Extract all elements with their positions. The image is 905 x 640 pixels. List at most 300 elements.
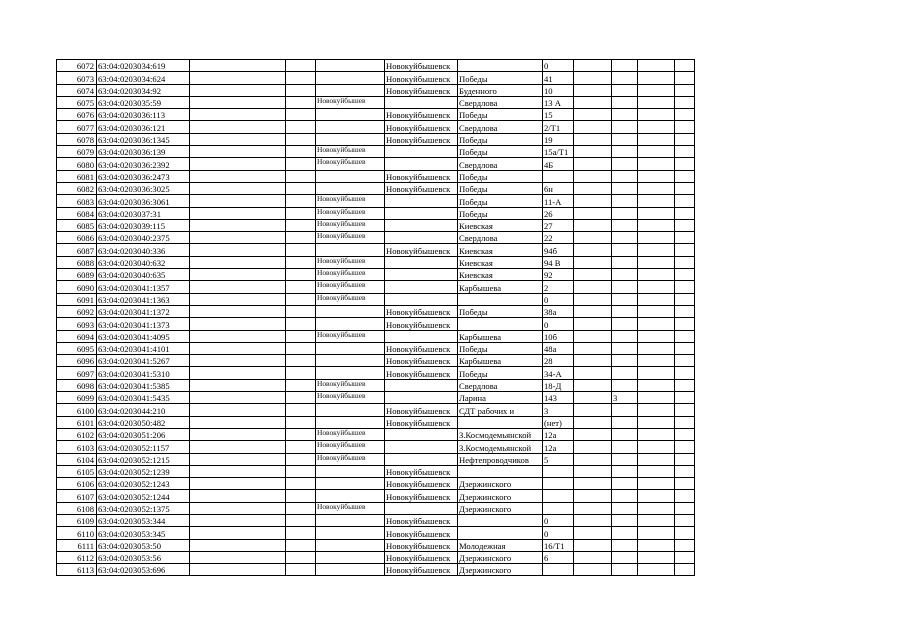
cell-locality-overflow <box>316 527 385 539</box>
cell-city: Новокуйбышевск <box>385 72 458 84</box>
cell-house-number: (нет) <box>543 416 574 428</box>
cell-empty <box>675 195 695 207</box>
cell-city <box>385 146 458 158</box>
cell-empty <box>675 269 695 281</box>
cell-house-number: 94б <box>543 244 574 256</box>
cell-empty <box>675 404 695 416</box>
cell-locality-overflow <box>316 318 385 330</box>
cell-city: Новокуйбышевск <box>385 551 458 563</box>
cell-col-extra-b <box>612 84 638 96</box>
cell-city: Новокуйбышевск <box>385 416 458 428</box>
cell-house-number: 6н <box>543 182 574 194</box>
cell-col-extra-b <box>612 293 638 305</box>
cell-cadastral-number: 63:04:0203036:139 <box>97 146 190 158</box>
cell-col-blank-a <box>190 244 286 256</box>
cell-locality-overflow <box>316 109 385 121</box>
cell-house-number: 13 А <box>543 96 574 108</box>
cell-cadastral-number: 63:04:0203040:632 <box>97 256 190 268</box>
cell-row-number: 6094 <box>57 330 97 342</box>
cell-col-extra-c <box>638 564 675 576</box>
cell-col-extra-c <box>638 72 675 84</box>
cell-row-number: 6096 <box>57 355 97 367</box>
cell-locality-overflow <box>316 133 385 145</box>
cell-house-number: 38а <box>543 305 574 317</box>
cell-col-extra-a <box>574 318 612 330</box>
cell-col-extra-b <box>612 281 638 293</box>
cell-street: Победы <box>458 305 543 317</box>
cell-locality-overflow <box>316 121 385 133</box>
cell-col-blank-b <box>286 551 316 563</box>
cell-empty <box>675 342 695 354</box>
cell-col-extra-b <box>612 96 638 108</box>
cell-col-blank-a <box>190 109 286 121</box>
cell-row-number: 6084 <box>57 207 97 219</box>
cell-col-blank-b <box>286 60 316 72</box>
cell-col-blank-a <box>190 379 286 391</box>
cell-house-number: 0 <box>543 514 574 526</box>
cell-row-number: 6113 <box>57 564 97 576</box>
cell-row-number: 6103 <box>57 441 97 453</box>
cell-col-extra-b <box>612 121 638 133</box>
cell-house-number: 28 <box>543 355 574 367</box>
cell-locality-overflow: Новокуйбышев <box>316 281 385 293</box>
cell-cadastral-number: 63:04:0203036:113 <box>97 109 190 121</box>
cell-col-extra-a <box>574 514 612 526</box>
cell-col-extra-a <box>574 392 612 404</box>
cell-col-blank-b <box>286 564 316 576</box>
cell-col-extra-b <box>612 428 638 440</box>
cell-col-blank-a <box>190 453 286 465</box>
cell-street: Нефтепроводчиков <box>458 453 543 465</box>
cell-cadastral-number: 63:04:0203035:59 <box>97 96 190 108</box>
table-row <box>57 318 695 330</box>
cell-cadastral-number: 63:04:0203052:1244 <box>97 490 190 502</box>
cell-cadastral-number: 63:04:0203040:2375 <box>97 232 190 244</box>
cell-empty <box>675 182 695 194</box>
table-row <box>57 244 695 256</box>
cell-row-number: 6105 <box>57 465 97 477</box>
cell-street: Карбышева <box>458 330 543 342</box>
cell-street: Буденного <box>458 84 543 96</box>
cell-locality-overflow <box>316 478 385 490</box>
cell-col-extra-b <box>612 72 638 84</box>
cell-col-blank-b <box>286 170 316 182</box>
cell-col-blank-b <box>286 490 316 502</box>
cell-empty <box>675 84 695 96</box>
table-body <box>57 60 695 576</box>
cell-city <box>385 293 458 305</box>
cell-empty <box>675 146 695 158</box>
cell-col-extra-c <box>638 182 675 194</box>
cell-house-number: 143 <box>543 392 574 404</box>
cell-empty <box>675 392 695 404</box>
cell-col-extra-c <box>638 527 675 539</box>
cell-house-number: 0 <box>543 293 574 305</box>
cell-row-number: 6110 <box>57 527 97 539</box>
cell-row-number: 6072 <box>57 60 97 72</box>
cell-col-blank-a <box>190 182 286 194</box>
cell-house-number: 94 В <box>543 256 574 268</box>
cell-col-blank-b <box>286 269 316 281</box>
cell-city: Новокуйбышевск <box>385 170 458 182</box>
cell-row-number: 6095 <box>57 342 97 354</box>
table-row <box>57 219 695 231</box>
cell-col-extra-b <box>612 232 638 244</box>
cell-locality-overflow: Новокуйбышев <box>316 293 385 305</box>
cell-col-extra-b <box>612 551 638 563</box>
cell-locality-overflow: Новокуйбышев <box>316 158 385 170</box>
cell-cadastral-number: 63:04:0203037:31 <box>97 207 190 219</box>
cell-locality-overflow <box>316 564 385 576</box>
cell-house-number: 2 <box>543 281 574 293</box>
cell-col-extra-c <box>638 305 675 317</box>
cell-col-extra-a <box>574 182 612 194</box>
cell-col-blank-b <box>286 281 316 293</box>
cell-col-extra-c <box>638 551 675 563</box>
cell-col-extra-a <box>574 207 612 219</box>
cell-street: Киевская <box>458 256 543 268</box>
cell-col-blank-b <box>286 133 316 145</box>
cell-street <box>458 527 543 539</box>
cell-cadastral-number: 63:04:0203044:210 <box>97 404 190 416</box>
cell-locality-overflow <box>316 465 385 477</box>
cell-col-extra-a <box>574 539 612 551</box>
cell-col-extra-c <box>638 121 675 133</box>
cell-empty <box>675 293 695 305</box>
cell-locality-overflow: Новокуйбышев <box>316 195 385 207</box>
cell-col-blank-b <box>286 428 316 440</box>
table-row <box>57 232 695 244</box>
cell-col-blank-a <box>190 441 286 453</box>
cell-locality-overflow: Новокуйбышев <box>316 392 385 404</box>
cell-col-blank-a <box>190 527 286 539</box>
cell-empty <box>675 109 695 121</box>
table-row <box>57 502 695 514</box>
cell-col-blank-b <box>286 502 316 514</box>
cell-col-blank-a <box>190 305 286 317</box>
cell-row-number: 6092 <box>57 305 97 317</box>
cell-col-blank-b <box>286 84 316 96</box>
cell-col-blank-b <box>286 195 316 207</box>
cell-col-blank-a <box>190 121 286 133</box>
table-row <box>57 182 695 194</box>
cell-col-blank-a <box>190 564 286 576</box>
table-row <box>57 330 695 342</box>
cell-col-extra-c <box>638 207 675 219</box>
cell-col-blank-a <box>190 342 286 354</box>
cell-col-blank-a <box>190 146 286 158</box>
cell-house-number: 27 <box>543 219 574 231</box>
cell-city: Новокуйбышевск <box>385 121 458 133</box>
cell-house-number: 10б <box>543 330 574 342</box>
cell-col-blank-b <box>286 72 316 84</box>
cell-row-number: 6097 <box>57 367 97 379</box>
cell-col-blank-a <box>190 392 286 404</box>
cell-street <box>458 293 543 305</box>
cell-empty <box>675 281 695 293</box>
cell-street <box>458 60 543 72</box>
cell-col-extra-a <box>574 170 612 182</box>
cell-locality-overflow <box>316 539 385 551</box>
cell-row-number: 6074 <box>57 84 97 96</box>
cell-empty <box>675 367 695 379</box>
cell-col-extra-b <box>612 170 638 182</box>
cell-city: Новокуйбышевск <box>385 465 458 477</box>
cell-cadastral-number: 63:04:0203041:5310 <box>97 367 190 379</box>
cell-row-number: 6085 <box>57 219 97 231</box>
table-row <box>57 367 695 379</box>
cell-empty <box>675 551 695 563</box>
table-row <box>57 72 695 84</box>
cell-col-blank-a <box>190 551 286 563</box>
cell-col-extra-b <box>612 133 638 145</box>
cell-city: Новокуйбышевск <box>385 133 458 145</box>
cell-city <box>385 392 458 404</box>
cell-col-extra-c <box>638 281 675 293</box>
cell-col-blank-b <box>286 232 316 244</box>
cell-street: Дзержинского <box>458 502 543 514</box>
cell-row-number: 6111 <box>57 539 97 551</box>
cell-row-number: 6076 <box>57 109 97 121</box>
cell-city: Новокуйбышевск <box>385 60 458 72</box>
cell-col-extra-b <box>612 244 638 256</box>
cell-city: Новокуйбышевск <box>385 367 458 379</box>
cell-cadastral-number: 63:04:0203053:345 <box>97 527 190 539</box>
cell-cadastral-number: 63:04:0203052:1215 <box>97 453 190 465</box>
cell-empty <box>675 232 695 244</box>
cell-col-extra-a <box>574 416 612 428</box>
cell-house-number: 22 <box>543 232 574 244</box>
cell-col-blank-b <box>286 256 316 268</box>
cell-street: Дзержинского <box>458 478 543 490</box>
cell-col-extra-a <box>574 84 612 96</box>
cell-col-blank-a <box>190 318 286 330</box>
table-row <box>57 60 695 72</box>
cell-cadastral-number: 63:04:0203036:3025 <box>97 182 190 194</box>
cell-cadastral-number: 63:04:0203036:2473 <box>97 170 190 182</box>
cell-row-number: 6098 <box>57 379 97 391</box>
cell-street: Молодежная <box>458 539 543 551</box>
cell-col-blank-a <box>190 465 286 477</box>
table-row <box>57 379 695 391</box>
cell-city <box>385 219 458 231</box>
cell-street: Победы <box>458 170 543 182</box>
cell-col-extra-a <box>574 465 612 477</box>
cell-street: Победы <box>458 367 543 379</box>
cell-row-number: 6081 <box>57 170 97 182</box>
cell-col-extra-b <box>612 330 638 342</box>
cell-col-blank-b <box>286 355 316 367</box>
cell-street <box>458 514 543 526</box>
cell-col-extra-a <box>574 281 612 293</box>
cell-col-extra-b <box>612 219 638 231</box>
cell-col-blank-b <box>286 441 316 453</box>
cell-col-extra-a <box>574 244 612 256</box>
cell-col-extra-c <box>638 379 675 391</box>
cell-cadastral-number: 63:04:0203036:2392 <box>97 158 190 170</box>
cell-city <box>385 281 458 293</box>
cell-city: Новокуйбышевск <box>385 318 458 330</box>
cell-col-blank-a <box>190 367 286 379</box>
cell-col-blank-b <box>286 207 316 219</box>
cell-col-extra-b <box>612 404 638 416</box>
cell-empty <box>675 465 695 477</box>
table-row <box>57 453 695 465</box>
cell-cadastral-number: 63:04:0203053:344 <box>97 514 190 526</box>
cell-house-number: 0 <box>543 60 574 72</box>
table-row <box>57 109 695 121</box>
cell-col-extra-a <box>574 219 612 231</box>
cell-col-extra-c <box>638 502 675 514</box>
cell-empty <box>675 514 695 526</box>
cell-house-number: 15 <box>543 109 574 121</box>
cell-col-blank-a <box>190 404 286 416</box>
cell-col-extra-b <box>612 539 638 551</box>
table-row <box>57 355 695 367</box>
cell-col-blank-b <box>286 539 316 551</box>
cell-col-extra-c <box>638 392 675 404</box>
cell-empty <box>675 96 695 108</box>
cell-col-extra-c <box>638 60 675 72</box>
cell-col-extra-c <box>638 219 675 231</box>
cell-col-blank-b <box>286 293 316 305</box>
table-row <box>57 170 695 182</box>
cell-street <box>458 318 543 330</box>
cell-col-extra-b <box>612 478 638 490</box>
cell-house-number: 16/Т1 <box>543 539 574 551</box>
cell-col-extra-c <box>638 84 675 96</box>
cell-locality-overflow: Новокуйбышев <box>316 269 385 281</box>
cell-street: Свердлова <box>458 121 543 133</box>
cell-col-extra-c <box>638 539 675 551</box>
cell-row-number: 6078 <box>57 133 97 145</box>
table-row <box>57 305 695 317</box>
cell-col-extra-a <box>574 158 612 170</box>
cell-city <box>385 428 458 440</box>
cell-locality-overflow <box>316 355 385 367</box>
cell-empty <box>675 60 695 72</box>
cell-col-extra-b <box>612 465 638 477</box>
cell-col-blank-a <box>190 96 286 108</box>
cell-house-number: 0 <box>543 527 574 539</box>
cell-col-extra-a <box>574 293 612 305</box>
cell-col-extra-c <box>638 465 675 477</box>
cell-col-blank-b <box>286 392 316 404</box>
cell-row-number: 6106 <box>57 478 97 490</box>
cell-col-blank-a <box>190 256 286 268</box>
cell-row-number: 6080 <box>57 158 97 170</box>
cell-col-extra-c <box>638 96 675 108</box>
cell-street: Победы <box>458 207 543 219</box>
table-row <box>57 478 695 490</box>
table-row <box>57 146 695 158</box>
cell-col-extra-a <box>574 527 612 539</box>
cell-city <box>385 379 458 391</box>
cell-street: Победы <box>458 342 543 354</box>
cell-cadastral-number: 63:04:0203050:482 <box>97 416 190 428</box>
cell-col-blank-a <box>190 514 286 526</box>
table-row <box>57 416 695 428</box>
cell-street: Киевская <box>458 219 543 231</box>
cell-street: Дзержинского <box>458 551 543 563</box>
table-row <box>57 281 695 293</box>
cell-col-extra-b <box>612 502 638 514</box>
cell-col-blank-b <box>286 404 316 416</box>
cell-cadastral-number: 63:04:0203034:92 <box>97 84 190 96</box>
cell-row-number: 6089 <box>57 269 97 281</box>
cell-city <box>385 256 458 268</box>
cell-city: Новокуйбышевск <box>385 305 458 317</box>
cell-locality-overflow <box>316 305 385 317</box>
cell-col-blank-b <box>286 465 316 477</box>
cell-col-extra-a <box>574 453 612 465</box>
table-row <box>57 133 695 145</box>
cell-col-extra-a <box>574 355 612 367</box>
cell-col-extra-c <box>638 133 675 145</box>
cell-cadastral-number: 63:04:0203053:56 <box>97 551 190 563</box>
cell-row-number: 6077 <box>57 121 97 133</box>
cell-house-number <box>543 465 574 477</box>
cell-street: Победы <box>458 133 543 145</box>
cell-locality-overflow <box>316 416 385 428</box>
cell-col-extra-b <box>612 207 638 219</box>
cell-house-number: 92 <box>543 269 574 281</box>
cell-col-blank-b <box>286 305 316 317</box>
cell-street: Победы <box>458 182 543 194</box>
cell-col-extra-c <box>638 318 675 330</box>
cell-col-extra-c <box>638 195 675 207</box>
cell-col-extra-a <box>574 330 612 342</box>
data-table <box>56 59 695 576</box>
cell-house-number: 11-А <box>543 195 574 207</box>
cell-col-extra-c <box>638 109 675 121</box>
cell-cadastral-number: 63:04:0203039:115 <box>97 219 190 231</box>
cell-col-blank-a <box>190 428 286 440</box>
table-row <box>57 121 695 133</box>
cell-street: Свердлова <box>458 96 543 108</box>
cell-col-blank-b <box>286 158 316 170</box>
cell-col-blank-a <box>190 355 286 367</box>
cell-cadastral-number: 63:04:0203041:1363 <box>97 293 190 305</box>
cell-col-extra-c <box>638 441 675 453</box>
cell-col-blank-b <box>286 478 316 490</box>
cell-locality-overflow: Новокуйбышев <box>316 330 385 342</box>
cell-house-number: 2/Т1 <box>543 121 574 133</box>
cell-street: СДТ рабочих и <box>458 404 543 416</box>
table-row <box>57 293 695 305</box>
cell-cadastral-number: 63:04:0203052:1157 <box>97 441 190 453</box>
cell-house-number: 6 <box>543 551 574 563</box>
cell-cadastral-number: 63:04:0203040:336 <box>97 244 190 256</box>
cell-empty <box>675 133 695 145</box>
cell-col-extra-b <box>612 527 638 539</box>
cell-col-blank-b <box>286 121 316 133</box>
cell-house-number: 18-Д <box>543 379 574 391</box>
table-row <box>57 96 695 108</box>
cell-col-blank-b <box>286 318 316 330</box>
cell-col-extra-b <box>612 158 638 170</box>
cell-col-extra-a <box>574 60 612 72</box>
cell-city: Новокуйбышевск <box>385 404 458 416</box>
cell-locality-overflow <box>316 84 385 96</box>
cell-col-blank-b <box>286 527 316 539</box>
cell-row-number: 6079 <box>57 146 97 158</box>
cell-col-extra-b <box>612 441 638 453</box>
cell-col-extra-c <box>638 244 675 256</box>
cell-house-number: 34-А <box>543 367 574 379</box>
cell-cadastral-number: 63:04:0203052:1375 <box>97 502 190 514</box>
table-row <box>57 441 695 453</box>
